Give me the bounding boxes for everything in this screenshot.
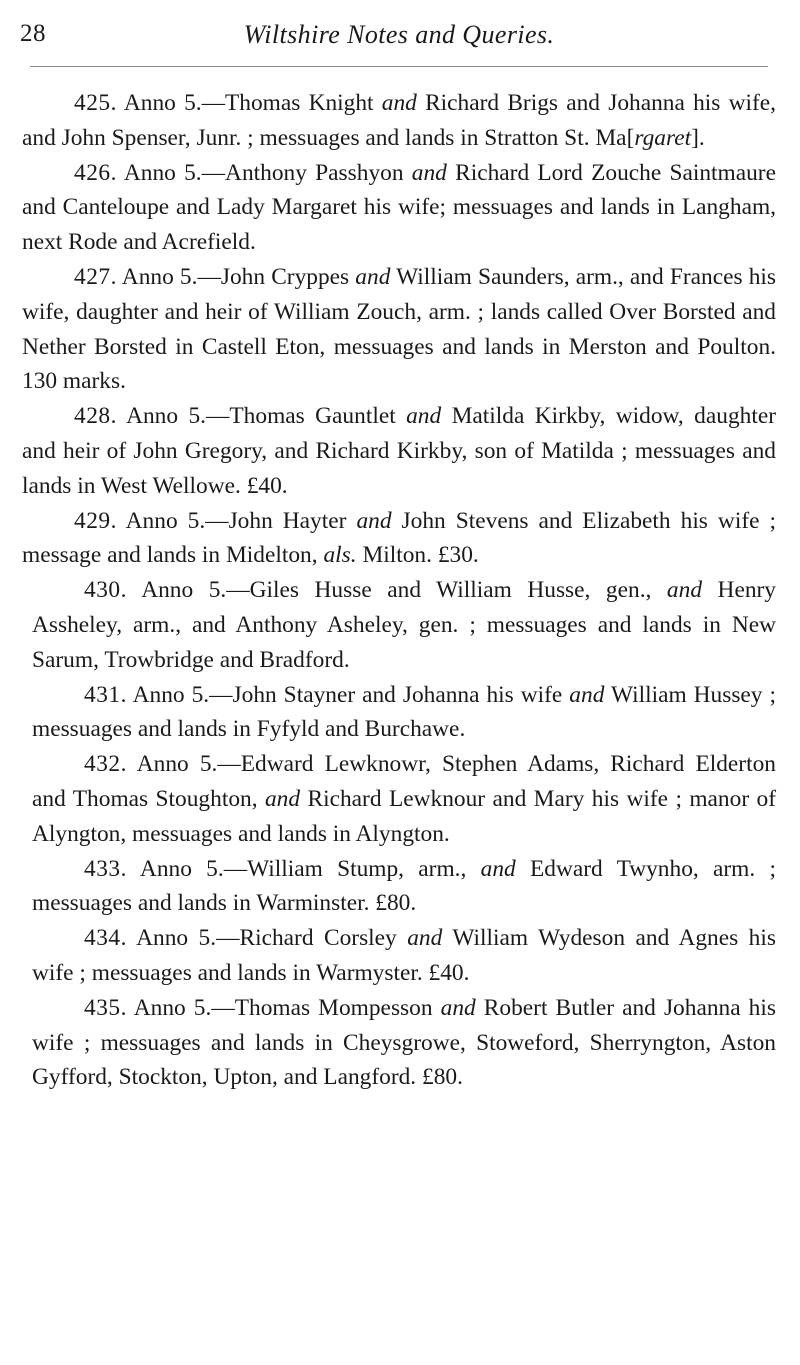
entry-435: [22, 991, 776, 1095]
entry-anno: Anno 5.—: [141, 577, 250, 604]
entry-number: 425.: [74, 90, 117, 116]
entry-text: William Hussey ; messuages and lands in Fyfyld and Burchawe.: [32, 681, 776, 743]
entry-text: Anthony Passhyon: [225, 159, 412, 186]
entry-text: William Stump, arm.,: [247, 855, 481, 882]
entry-text: ].: [691, 124, 705, 151]
page-header: [20, 14, 778, 54]
entry-text: Thomas Mompesson: [234, 994, 441, 1021]
entry-conjunction: and: [355, 263, 391, 290]
entries-list: [22, 86, 776, 1095]
entry-conjunction: and: [480, 855, 516, 882]
entry-number: 429.: [74, 507, 117, 534]
entry-anno: Anno 5.—: [123, 159, 226, 186]
entry-conjunction: and: [407, 925, 443, 952]
entry-conjunction: and: [406, 403, 442, 430]
entry-text: Matilda Kirkby, widow, daughter and heir of John Gregory, and Richard Kirkby, son of Matilda ; messuages and lands in West Wellowe. £40.: [22, 403, 777, 499]
entry-text: William Wydeson and Agnes his wife ; messuages and lands in Warmyster. £40.: [32, 925, 776, 986]
entry-number: 432.: [84, 751, 127, 778]
entry-number: 430.: [84, 577, 127, 604]
entry-text: Robert Butler and Johanna his wife ; messuages and lands in Cheysgrowe, Stoweford, Sherryngton, Aston Gyfford, Stockton, Upton, and Langford. £80.: [32, 994, 776, 1091]
entry-428: [22, 399, 776, 503]
entry-text: Thomas Gauntlet: [229, 403, 407, 430]
entry-anno: Anno 5.—: [126, 403, 230, 430]
entry-text: John Stayner and Johanna his wife: [232, 681, 570, 708]
entry-429: [22, 504, 776, 574]
entry-427: [22, 260, 776, 399]
header-rule: [30, 66, 768, 67]
entry-number: 433.: [84, 855, 127, 882]
entry-number: 435.: [84, 994, 127, 1021]
entry-number: 426.: [74, 159, 117, 186]
entry-number: 428.: [74, 403, 117, 430]
entry-text: Richard Lewknour and Mary his wife ; manor of Alyngton, messuages and lands in Alyngton.: [32, 785, 777, 847]
entry-anno: Anno 5.—: [136, 925, 240, 952]
entry-italic-text: rgaret: [634, 124, 692, 151]
running-title: Wiltshire Notes and Queries.: [243, 20, 555, 49]
entry-italic-text: als.: [323, 542, 357, 569]
entry-anno: Anno 5.—: [125, 507, 229, 534]
entry-433: [22, 852, 776, 922]
entry-anno: Anno 5.—: [132, 681, 233, 708]
entry-text: Edward Twynho, arm. ; messuages and lands in Warminster. £80.: [32, 855, 776, 917]
entry-number: 434.: [84, 925, 127, 952]
entry-text: Richard Corsley: [239, 925, 408, 952]
entry-432: [22, 747, 776, 851]
entry-number: 427.: [74, 263, 117, 290]
entry-conjunction: and: [381, 90, 417, 116]
entry-text: Thomas Knight: [225, 90, 382, 116]
entry-conjunction: and: [440, 994, 476, 1021]
entry-text: Edward Lewknowr, Stephen Adams, Richard Elderton and Thomas Stoughton,: [32, 751, 776, 812]
entry-anno: Anno 5.—: [133, 994, 235, 1021]
entry-anno: Anno 5.—: [121, 263, 221, 290]
entry-text: John Stevens and Elizabeth his wife ; message and lands in Midelton,: [22, 507, 776, 569]
entry-anno: Anno 5.—: [123, 90, 225, 116]
entry-text: Richard Lord Zouche Saintmaure and Canteloupe and Lady Margaret his wife; messuages and lands in Langham, next Rode and Acrefield.: [22, 159, 776, 256]
entry-conjunction: and: [666, 577, 703, 604]
entry-426: [22, 156, 776, 260]
entry-text: John Hayter: [228, 507, 357, 534]
entry-text: Milton. £30.: [356, 542, 479, 569]
entry-number: 431.: [84, 681, 127, 708]
entry-conjunction: and: [411, 159, 447, 186]
entry-text: Giles Husse and William Husse, gen.,: [249, 577, 667, 604]
entry-434: [22, 921, 776, 991]
entry-conjunction: and: [569, 681, 605, 708]
entry-430: [22, 573, 776, 677]
entry-425: [22, 86, 776, 156]
entry-conjunction: and: [356, 507, 392, 534]
page-number: 28: [20, 20, 46, 47]
entry-431: [22, 678, 776, 748]
entry-text: William Saunders, arm., and Frances his wife, daughter and heir of William Zouch, arm. ; lands called Over Borsted and Nether Borsted in Castell Eton, messuages and lands in Merston and Poulton. 130 marks.: [22, 263, 776, 395]
entry-text: Henry Assheley, arm., and Anthony Asheley, gen. ; messuages and lands in New Sarum, Trowbridge and Bradford.: [32, 577, 776, 673]
entry-anno: Anno 5.—: [136, 751, 241, 778]
entry-conjunction: and: [264, 785, 301, 812]
entry-anno: Anno 5.—: [139, 855, 248, 882]
entry-text: John Cryppes: [220, 263, 356, 290]
entry-text: Richard Brigs and Johanna his wife, and John Spenser, Junr. ; messuages and lands in Stratton St. Ma[: [22, 90, 776, 151]
